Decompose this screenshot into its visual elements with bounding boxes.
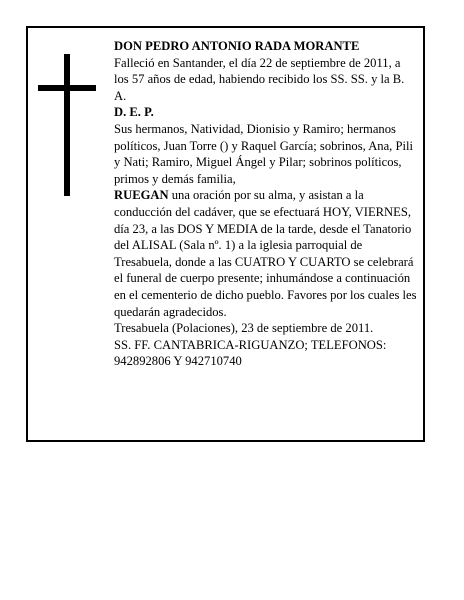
family-list: Sus hermanos, Natividad, Dionisio y Ramiro; hermanos políticos, Juan Torre () y Raquel García; sobrinos, Ana, Pili y Nati; Ramiro, Miguel Ángel y Pilar; sobrinos políticos, primos y demás familia, bbox=[114, 121, 413, 186]
funeral-home: SS. FF. CANTABRICA-RIGUANZO; TELEFONOS: 942892806 Y 942710740 bbox=[114, 337, 387, 369]
death-notice: Falleció en Santander, el día 22 de septiembre de 2011, a los 57 años de edad, habiendo recibido los SS. SS. y la B. A. bbox=[114, 55, 405, 103]
cross-icon-crossbar bbox=[38, 85, 96, 91]
request-body: una oración por su alma, y asistan a la conducción del cadáver, que se efectuará HOY, VIERNES, día 23, a las DOS Y MEDIA de la tarde, desde el Tanatorio del ALISAL (Sala nº. 1) a la iglesia parroquial de Tresabuela, donde a las CUATRO Y CUARTO se celebrará el funeral de cuerpo presente; inhumándose a continuación en el cementerio de dicho pueblo. Favores por los cuales les quedarán agradecidos. bbox=[114, 188, 417, 319]
funeral-request bbox=[114, 187, 418, 320]
deceased-name: DON PEDRO ANTONIO RADA MORANTE bbox=[114, 39, 360, 53]
cross-icon bbox=[64, 54, 70, 196]
rip-line: D. E. P. bbox=[114, 105, 154, 120]
place-date: Tresabuela (Polaciones), 23 de septiembre de 2011. bbox=[114, 321, 374, 336]
request-lead: RUEGAN bbox=[114, 188, 169, 203]
obituary-text bbox=[114, 38, 418, 370]
